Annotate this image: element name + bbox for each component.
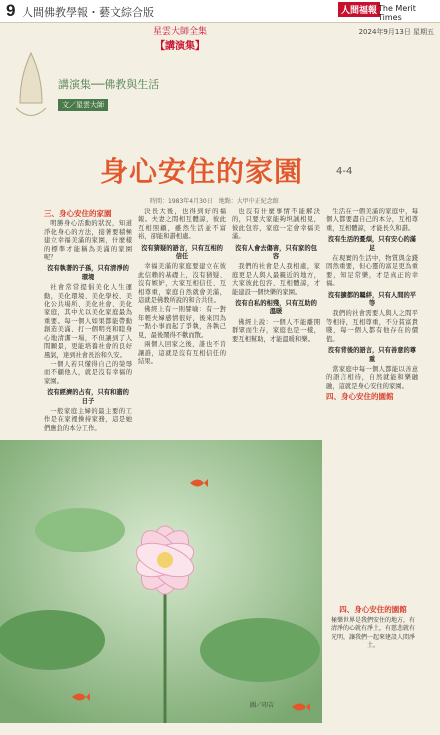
article-title: 身心安住的家園 (100, 155, 304, 188)
article-column-2 (138, 208, 226, 432)
paragraph: 佛經上說：一個人不能離開群眾而生存，家庭也是一樣，要互相幫助，才能溫暖和樂。 (232, 318, 320, 343)
subheading: 沒有背後的語言，只有善意的尊重 (327, 347, 417, 363)
author-badge: 文／星雲大師 (58, 99, 108, 111)
subheading: 三、身心安住的家園 (44, 209, 112, 218)
article-column-1 (44, 208, 132, 432)
column-title-1: 星雲大師全集 (152, 27, 207, 37)
paragraph: 一個人若只懂得自己的榮辱而不顧他人，就是沒有幸福的家園。 (44, 360, 132, 385)
fish-icon (188, 476, 208, 490)
section-name: 人間佛教學報・藝文綜合版 (22, 6, 154, 19)
paragraph: 當家庭中每一個人都能以善意的語言相待，自然就能和樂融融，這就是身心安住的家園。 (326, 365, 418, 390)
paragraph: 兩個人回家之後，誰也不肯讓誰，這就是沒有互相信任的結果。 (138, 341, 226, 365)
brand-english: The Merit Times (378, 4, 416, 22)
subheading: 沒有猜疑的語言，只有互相的信任 (141, 244, 223, 261)
poem-text: 極樂世界是我們安住的地方，有清淨的心就有淨土，有慈悲就有光明，讓我們一起來建設人間淨土。 (330, 617, 415, 649)
page-header (0, 0, 440, 23)
subheading: 沒有擴都的羈絆，只有人間的平等 (327, 291, 417, 308)
series-title: 講演集──佛教與生活 (58, 78, 160, 91)
paragraph: 我們的社會是人我相處，家庭更是人與人最親近的地方，大家彼此包容、互相體諒，才能建設一個快樂的家園。 (232, 263, 320, 296)
article-meta: 時間：1983年4月30日 地點：大甲中正紀念館 (150, 198, 279, 205)
lotus-photo (0, 440, 322, 723)
column-seal (150, 24, 210, 62)
subheading: 沒有生活的憂煩，只有安心的滿足 (327, 236, 417, 252)
paragraph: 也沒有什麼事情不能解決的，只要大家能夠坦誠相見，彼此包容，家庭一定會幸福美滿。 (232, 208, 320, 241)
paragraph: 佛經上有一則譬喻：有一對年輕夫婦感情很好，後來因為一點小事而起了爭執，各執己見，最後鬧得不歡而散。 (138, 306, 226, 339)
subheading: 沒有自私的相殘，只有互助的溫暖 (235, 300, 317, 316)
subheading: 沒有執著的子孫，只有清淨的環境 (47, 265, 129, 281)
paragraph: 生活在一個美滿的家庭中，每個人都要盡自己的本分，互相尊重，互相體諒，才能長久和諧。 (326, 208, 418, 232)
masthead-logo (338, 2, 434, 20)
paragraph: 社會常常提倡美化人生運動，美化環境、美化學校、美化公共場所、美化社會、美化家庭，其中尤以美化家庭最為重要。每一個人如果都能帶動創造美滿、打一個明亮和睦身心地清潔一場，不但讓到了人間願景，更能培養社會的良好風氣，達到社會長治和久安。 (44, 284, 132, 359)
fish-icon (70, 690, 90, 704)
subheading: 沒有經濟的占有，只有和諧的日子 (47, 389, 129, 405)
paragraph: 我們的社會需要人與人之間平等相待，互相尊重，不分貧富貴賤，每一個人都有他存在的價值。 (326, 310, 418, 343)
fish-icon (290, 700, 310, 714)
photo-credit: 圖／印吉 (250, 702, 275, 709)
article-part: 4-4 (336, 166, 353, 177)
praying-hands-icon (6, 48, 56, 128)
column-header (58, 76, 159, 111)
paragraph: 決長大後，也得到好的福報。夫妻之間相互體諒，彼此互相照顧，雖然生活並不富裕，卻能和諧相處。 (138, 208, 226, 241)
paragraph: 在現實的生活中，物質與金錢固然重要，但心靈的富足更為重要，知足常樂，才是真正的幸福。 (326, 255, 418, 288)
paragraph: 明勝身心活動的狀況，知道淨化身心的方法，接著要積極建立幸福美滿的家園，什麼樣的標準才能稱為美滿的家園呢？ (44, 220, 132, 262)
subheading: 四、身心安住的園館 (326, 392, 394, 402)
paragraph: 幸福美滿的家庭要建立在彼此信賴的基礎上，沒有猜疑、沒有嫉妒，大家互相信任、互相尊重，家庭自然就會美滿，這就是佛教所說的和合共住。 (138, 263, 226, 305)
issue-date: 2024年9月13日 星期五 (358, 28, 434, 36)
poem-heading: 四、身心安住的園館 (339, 605, 407, 614)
article-column-4 (326, 208, 418, 623)
poem-block (330, 606, 416, 650)
paragraph: 一般家庭主婦的最主要的工作是在家裡操持家務，這是她們應負的本分工作。 (44, 407, 132, 432)
column-title-2: 【講演集】 (155, 41, 205, 52)
brand-logo: 人間福報 (338, 2, 380, 17)
subheading: 沒有人會去傷害，只有家的包容 (235, 244, 317, 261)
article-column-3 (232, 208, 320, 432)
page-number: 9 (6, 1, 16, 20)
